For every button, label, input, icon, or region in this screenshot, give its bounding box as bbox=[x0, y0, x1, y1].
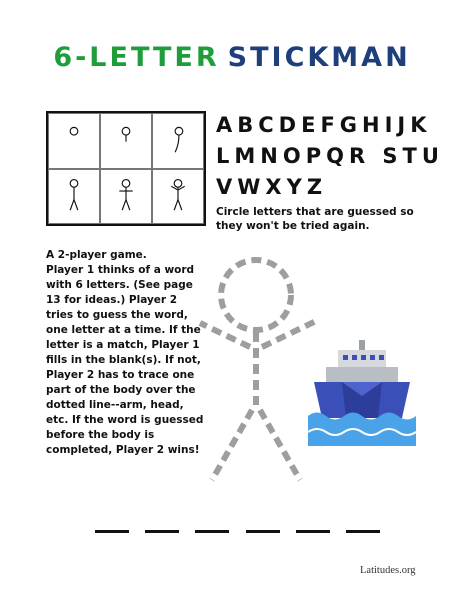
stage-cell-6 bbox=[152, 169, 204, 225]
alphabet-row-2: LMNOPQR STU bbox=[216, 144, 444, 168]
letter-blank[interactable] bbox=[95, 530, 129, 533]
site-credit: Latitudes.org bbox=[360, 565, 416, 576]
stage-cell-3 bbox=[152, 113, 204, 169]
letter-blank[interactable] bbox=[346, 530, 380, 533]
stage-cell-4 bbox=[48, 169, 100, 225]
alphabet-letters bbox=[216, 110, 456, 203]
stage-2-stickman-icon bbox=[101, 114, 151, 168]
ship-icon bbox=[308, 340, 416, 446]
dotted-left-leg bbox=[212, 410, 252, 480]
stage-1-stickman-icon bbox=[49, 114, 99, 168]
page-title bbox=[0, 42, 464, 73]
stage-6-stickman-icon bbox=[153, 170, 203, 224]
stage-cell-1 bbox=[48, 113, 100, 169]
letter-blank[interactable] bbox=[296, 530, 330, 533]
letter-blank[interactable] bbox=[145, 530, 179, 533]
stage-3-stickman-icon bbox=[153, 114, 203, 168]
title-part-2: STICKMAN bbox=[227, 42, 411, 73]
stage-cell-2 bbox=[100, 113, 152, 169]
alphabet-row-1: ABCDEFGHIJK bbox=[216, 113, 432, 137]
stage-4-stickman-icon bbox=[49, 170, 99, 224]
stickman-stages-grid bbox=[46, 111, 206, 226]
stage-5-stickman-icon bbox=[101, 170, 151, 224]
rules-intro: A 2-player game. bbox=[46, 249, 147, 261]
dotted-right-leg bbox=[260, 410, 300, 480]
title-part-1: 6-LETTER bbox=[53, 42, 220, 73]
word-blanks bbox=[95, 530, 380, 536]
circle-letters-instruction: Circle letters that are guessed so they won't be tried again. bbox=[216, 206, 414, 232]
stage-cell-5 bbox=[100, 169, 152, 225]
rules-body: Player 1 thinks of a word with 6 letters. (See page 13 for ideas.) Player 2 tries to guess the word, one letter at a time. If the letter is a match, Player 1 fills in the blank(s). If not, Player 2 has to trace one part of the body over the dotted line--arm, head, etc. If the word is guessed before the body is completed, Player 2 wins! bbox=[46, 264, 204, 456]
game-rules bbox=[46, 248, 206, 458]
letter-blank[interactable] bbox=[246, 530, 280, 533]
letter-blank[interactable] bbox=[195, 530, 229, 533]
dotted-head bbox=[221, 260, 291, 330]
alphabet-row-3: VWXYZ bbox=[216, 175, 328, 199]
